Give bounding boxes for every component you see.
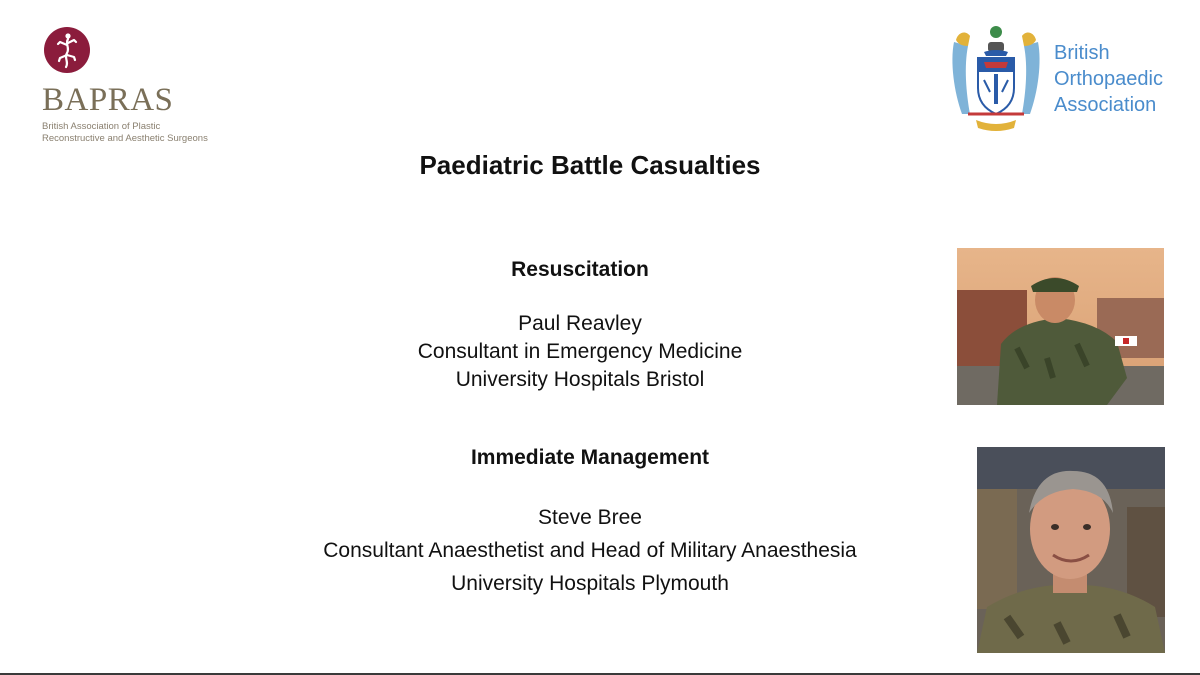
bapras-wordmark: BAPRAS bbox=[42, 82, 174, 118]
speaker-photo-steve-bree bbox=[977, 447, 1165, 653]
slide-title: Paediatric Battle Casualties bbox=[419, 150, 761, 180]
speaker-photo-paul-reavley bbox=[957, 248, 1164, 405]
speaker-affiliation: University Hospitals Bristol bbox=[455, 368, 705, 391]
speaker-name: Steve Bree bbox=[538, 506, 642, 529]
soldier-portrait-icon bbox=[957, 248, 1164, 405]
section-heading: Resuscitation bbox=[511, 258, 649, 281]
speaker-role: Consultant in Emergency Medicine bbox=[417, 340, 743, 363]
boa-logo bbox=[948, 22, 1188, 137]
speaker-name: Paul Reavley bbox=[518, 312, 642, 335]
boa-wordmark: British Orthopaedic Association bbox=[1054, 42, 1163, 116]
speaker-role: Consultant Anaesthetist and Head of Military Anaesthesia bbox=[323, 539, 857, 562]
speaker-affiliation: University Hospitals Plymouth bbox=[451, 572, 729, 595]
bapras-logo bbox=[42, 26, 242, 145]
bapras-subtitle: British Association of Plastic Reconstructive and Aesthetic Surgeons bbox=[42, 121, 208, 144]
boa-coat-of-arms-icon bbox=[948, 22, 1044, 134]
lizard-emblem-icon bbox=[43, 26, 91, 74]
resuscitation-section bbox=[340, 257, 820, 394]
soldier-portrait-icon bbox=[977, 447, 1165, 653]
section-heading: Immediate Management bbox=[470, 446, 710, 469]
immediate-management-section bbox=[200, 445, 980, 600]
